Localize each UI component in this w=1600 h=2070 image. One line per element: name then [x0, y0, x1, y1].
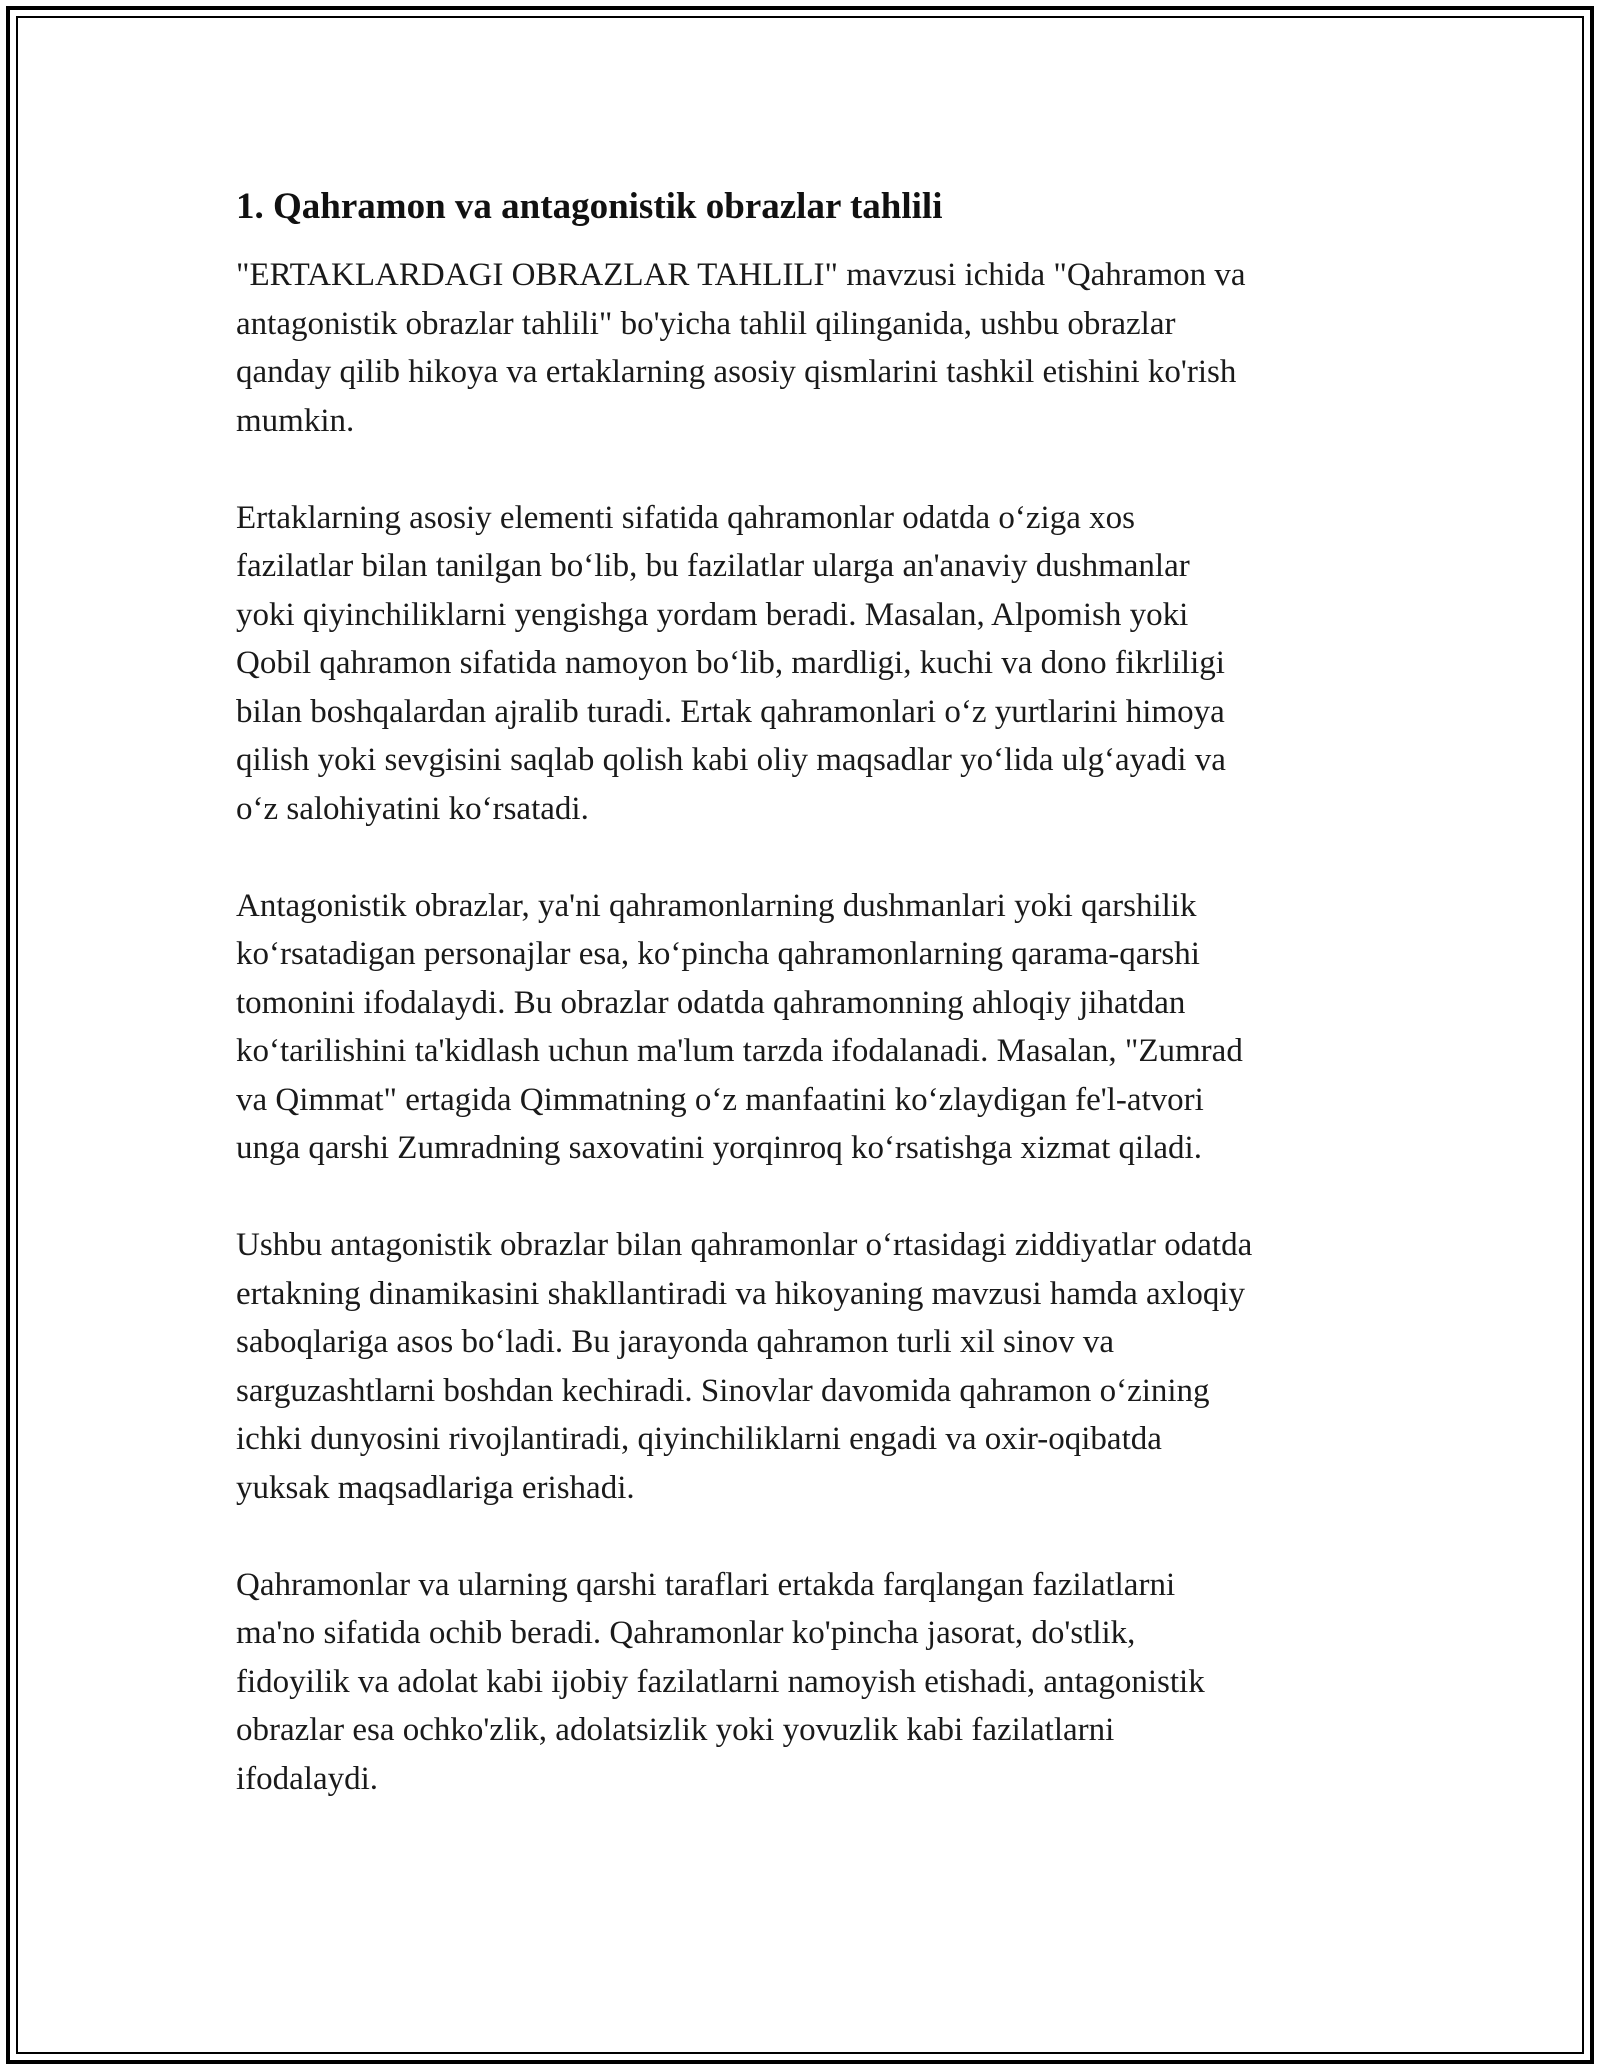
paragraph-2: [236, 494, 1386, 834]
paragraph-line: o‘z salohiyatini ko‘rsatadi.: [236, 790, 589, 827]
paragraph-line: saboqlariga asos bo‘ladi. Bu jarayonda qahramon turli xil sinov va: [236, 1324, 1114, 1360]
paragraph-line: ma'no sifatida ochib beradi. Qahramonlar ko'pincha jasorat, do'stlik,: [236, 1615, 1136, 1651]
paragraph-line: tomonini ifodalaydi. Bu obrazlar odatda qahramonning ahloqiy jihatdan: [236, 984, 1186, 1021]
document-body: [236, 183, 1386, 1852]
paragraph-4: [236, 1221, 1386, 1512]
paragraph-line: ertakning dinamikasini shakllantiradi va hikoyaning mavzusi hamda axloqiy: [236, 1275, 1246, 1312]
paragraph-line: qilish yoki sevgisini saqlab qolish kabi oliy maqsadlar yo‘lida ulg‘ayadi va: [236, 742, 1226, 778]
paragraph-line: fidoyilik va adolat kabi ijobiy fazilatlarni namoyish etishadi, antagonistik: [236, 1663, 1205, 1700]
paragraph-line: Qobil qahramon sifatida namoyon bo‘lib, mardligi, kuchi va dono fikrliligi: [236, 645, 1225, 681]
paragraph-3: [236, 882, 1386, 1173]
paragraph-line: Qahramonlar va ularning qarshi taraflari ertakda farqlangan fazilatlarni: [236, 1566, 1176, 1603]
paragraph-line: qanday qilib hikoya va ertaklarning asosiy qismlarini tashkil etishini ko'rish: [236, 354, 1237, 390]
section-heading: 1. Qahramon va antagonistik obrazlar tahlili: [236, 186, 943, 227]
paragraph-line: va Qimmat" ertagida Qimmatning o‘z manfaatini ko‘zlaydigan fe'l-atvori: [236, 1081, 1204, 1118]
paragraph-line: obrazlar esa ochko'zlik, adolatsizlik yoki yovuzlik kabi fazilatlarni: [236, 1712, 1115, 1748]
paragraph-line: ko‘rsatadigan personajlar esa, ko‘pincha qahramonlarning qarama-qarshi: [236, 936, 1200, 972]
paragraph-line: mumkin.: [236, 402, 355, 439]
paragraph-1: [236, 251, 1386, 445]
paragraph-line: "ERTAKLARDAGI OBRAZLAR TAHLILI" mavzusi ichida "Qahramon va: [236, 257, 1246, 293]
paragraph-5: [236, 1561, 1386, 1804]
paragraph-line: antagonistik obrazlar tahlili" bo'yicha tahlil qilinganida, ushbu obrazlar: [236, 305, 1176, 342]
paragraph-line: bilan boshqalardan ajralib turadi. Ertak qahramonlari o‘z yurtlarini himoya: [236, 693, 1225, 730]
paragraph-line: ifodalaydi.: [236, 1760, 379, 1797]
paragraph-line: fazilatlar bilan tanilgan bo‘lib, bu fazilatlar ularga an'anaviy dushmanlar: [236, 548, 1190, 584]
paragraph-line: yoki qiyinchiliklarni yengishga yordam beradi. Masalan, Alpomish yoki: [236, 596, 1189, 633]
paragraph-line: sarguzashtlarni boshdan kechiradi. Sinovlar davomida qahramon o‘zining: [236, 1372, 1210, 1409]
paragraph-line: yuksak maqsadlariga erishadi.: [236, 1469, 635, 1506]
paragraph-line: ko‘tarilishini ta'kidlash uchun ma'lum tarzda ifodalanadi. Masalan, "Zumrad: [236, 1033, 1243, 1069]
paragraph-line: Ushbu antagonistik obrazlar bilan qahramonlar o‘rtasidagi ziddiyatlar odatda: [236, 1227, 1253, 1263]
paragraph-line: Antagonistik obrazlar, ya'ni qahramonlarning dushmanlari yoki qarshilik: [236, 887, 1197, 924]
paragraph-line: unga qarshi Zumradning saxovatini yorqinroq ko‘rsatishga xizmat qiladi.: [236, 1130, 1202, 1166]
paragraph-line: ichki dunyosini rivojlantiradi, qiyinchiliklarni engadi va oxir-oqibatda: [236, 1421, 1162, 1457]
paragraph-line: Ertaklarning asosiy elementi sifatida qahramonlar odatda o‘ziga xos: [236, 499, 1135, 536]
